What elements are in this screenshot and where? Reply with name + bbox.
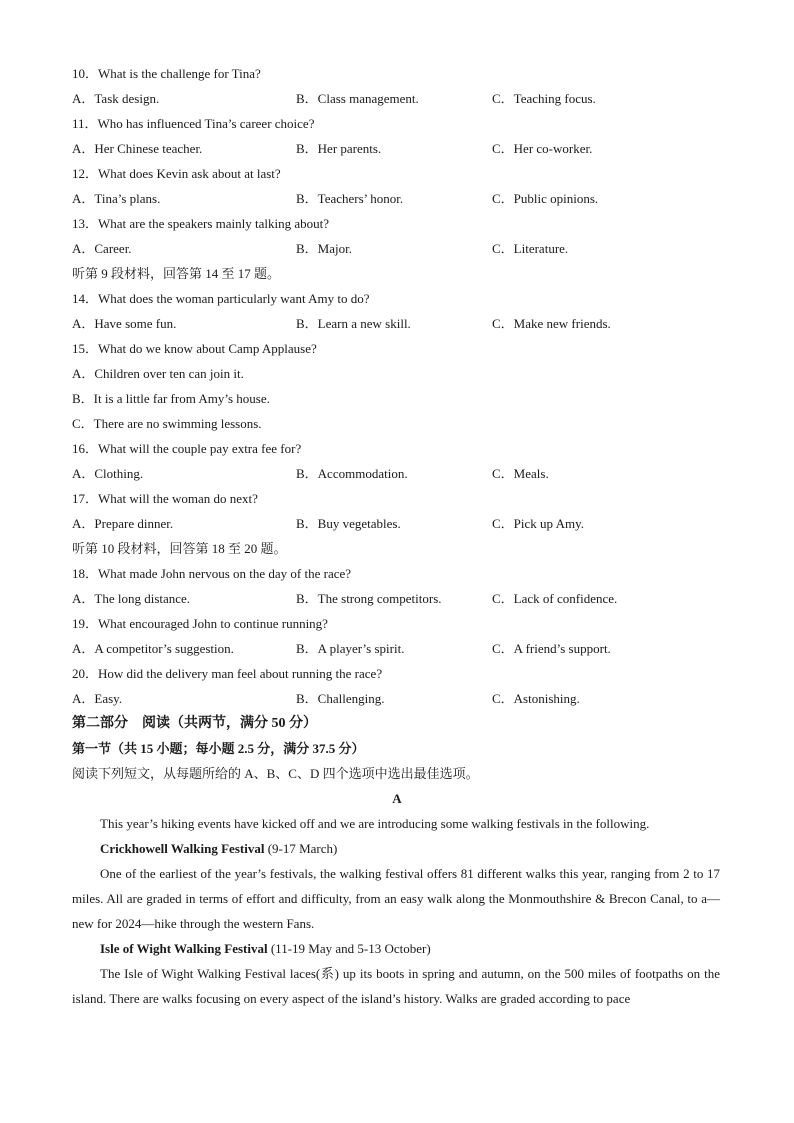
part-2-title: 第二部分 阅读（共两节，满分 50 分） — [72, 716, 317, 731]
question-stem: 13．What are the speakers mainly talking about? — [72, 216, 330, 231]
section-10-instruction: 听第 10 段材料，回答第 18 至 20 题。 — [72, 541, 287, 556]
festival-1-description: One of the earliest of the year’s festivals, the walking festival offers 81 different walks this year, ranging from 2 to 17 miles. All are graded in terms of effort and difficulty, from an easy walk along the Monmouthshire & Brecon Canal, to a—new for 2024—hike through the western Fans. — [72, 866, 720, 931]
festival-1-date: (9-17 March) — [264, 841, 338, 856]
question-17-options — [72, 511, 722, 536]
option-a: A．Easy. — [72, 691, 123, 706]
question-20-options — [72, 686, 722, 711]
question-19 — [72, 611, 722, 636]
option-a: A．Children over ten can join it. — [72, 366, 244, 381]
option-c: C．Teaching focus. — [492, 91, 596, 106]
reading-instruction: 阅读下列短文，从每题所给的 A、B、C、D 四个选项中选出最佳选项。 — [72, 766, 479, 781]
question-stem: 17．What will the woman do next? — [72, 491, 258, 506]
option-b: B．A player’s spirit. — [296, 641, 405, 656]
option-a: A．Her Chinese teacher. — [72, 141, 203, 156]
option-a: A．Task design. — [72, 91, 160, 106]
option-b: B．It is a little far from Amy’s house. — [72, 391, 270, 406]
question-stem: 20．How did the delivery man feel about running the race? — [72, 666, 383, 681]
section-9-instruction: 听第 9 段材料，回答第 14 至 17 题。 — [72, 266, 281, 281]
question-stem: 12．What does Kevin ask about at last? — [72, 166, 281, 181]
option-a: A．Tina’s plans. — [72, 191, 161, 206]
question-13-options — [72, 236, 722, 261]
question-17 — [72, 486, 722, 511]
question-12-options — [72, 186, 722, 211]
option-b: B．Major. — [296, 241, 352, 256]
passage-intro: This year’s hiking events have kicked off and we are introducing some walking festivals in the following. — [100, 816, 650, 831]
festival-1-name: Crickhowell Walking Festival — [100, 841, 265, 856]
option-a: A．Have some fun. — [72, 316, 177, 331]
question-16-options — [72, 461, 722, 486]
question-12 — [72, 161, 722, 186]
festival-2-heading — [100, 936, 431, 961]
festival-2-date: (11-19 May and 5-13 October) — [267, 941, 431, 956]
option-a: A．Clothing. — [72, 466, 144, 481]
option-a: A．A competitor’s suggestion. — [72, 641, 234, 656]
question-stem: 19．What encouraged John to continue running? — [72, 616, 328, 631]
question-11 — [72, 111, 722, 136]
option-a: A．The long distance. — [72, 591, 191, 606]
festival-2-name: Isle of Wight Walking Festival — [100, 941, 268, 956]
option-b: B．Buy vegetables. — [296, 516, 401, 531]
option-b: B．Learn a new skill. — [296, 316, 411, 331]
question-stem: 10．What is the challenge for Tina? — [72, 66, 261, 81]
option-c: C．Meals. — [492, 466, 549, 481]
question-stem: 15．What do we know about Camp Applause? — [72, 341, 317, 356]
option-c: C．There are no swimming lessons. — [72, 416, 262, 431]
question-20 — [72, 661, 722, 686]
option-b: B．Teachers’ honor. — [296, 191, 404, 206]
question-stem: 14．What does the woman particularly want Amy to do? — [72, 291, 370, 306]
question-10-options — [72, 86, 722, 111]
question-16 — [72, 436, 722, 461]
option-a: A．Career. — [72, 241, 132, 256]
festival-1-heading — [100, 836, 337, 861]
question-14 — [72, 286, 722, 311]
question-11-options — [72, 136, 722, 161]
option-b: B．Challenging. — [296, 691, 385, 706]
option-c: C．Astonishing. — [492, 691, 580, 706]
question-19-options — [72, 636, 722, 661]
festival-2-description: The Isle of Wight Walking Festival laces(系) up its boots in spring and autumn, on the 500 miles of footpaths on the island. There are walks focusing on every aspect of the island’s history. Walks are graded according to pace — [72, 966, 720, 1006]
question-stem: 11．Who has influenced Tina’s career choice? — [72, 116, 315, 131]
question-14-options — [72, 311, 722, 336]
option-b: B．The strong competitors. — [296, 591, 442, 606]
option-b: B．Her parents. — [296, 141, 382, 156]
option-c: C．Pick up Amy. — [492, 516, 584, 531]
question-13 — [72, 211, 722, 236]
question-15 — [72, 336, 722, 361]
passage-letter: A — [392, 791, 402, 806]
option-c: C．A friend’s support. — [492, 641, 611, 656]
question-18-options — [72, 586, 722, 611]
section-1-title: 第一节（共 15 小题；每小题 2.5 分，满分 37.5 分） — [72, 741, 365, 756]
question-18 — [72, 561, 722, 586]
option-c: C．Her co-worker. — [492, 141, 593, 156]
question-stem: 18．What made John nervous on the day of the race? — [72, 566, 352, 581]
option-a: A．Prepare dinner. — [72, 516, 174, 531]
option-b: B．Class management. — [296, 91, 419, 106]
option-b: B．Accommodation. — [296, 466, 408, 481]
option-c: C．Lack of confidence. — [492, 591, 618, 606]
option-c: C．Make new friends. — [492, 316, 611, 331]
question-stem: 16．What will the couple pay extra fee for? — [72, 441, 302, 456]
option-c: C．Literature. — [492, 241, 569, 256]
question-10 — [72, 61, 722, 86]
option-c: C．Public opinions. — [492, 191, 599, 206]
